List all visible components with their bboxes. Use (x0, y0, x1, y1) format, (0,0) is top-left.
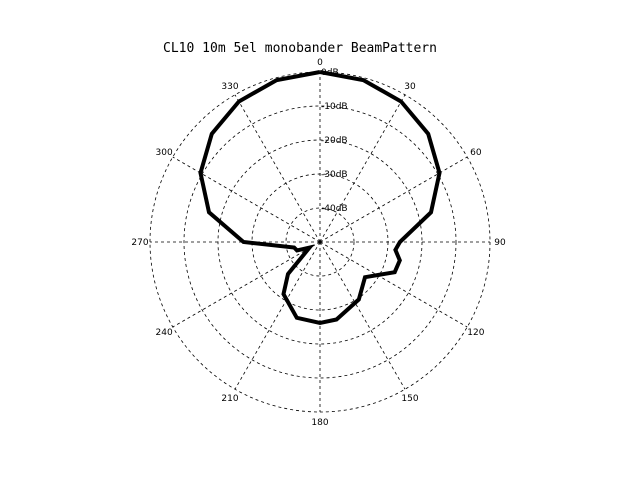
pattern-point (399, 260, 400, 261)
grid-spoke (173, 242, 320, 327)
ring-label: -20dB (321, 136, 348, 146)
pattern-point (209, 212, 210, 213)
pattern-point (365, 277, 366, 278)
grid-spoke (235, 95, 320, 242)
pattern-point (294, 247, 295, 248)
angle-label: 120 (467, 328, 485, 338)
angle-label: 30 (404, 82, 416, 93)
pattern-point (238, 101, 239, 102)
angle-label: 180 (311, 418, 329, 428)
angle-label: 150 (401, 393, 419, 404)
pattern-point (358, 299, 359, 300)
angle-label: 60 (470, 148, 482, 158)
pattern-point (439, 173, 440, 174)
pattern-point (309, 247, 310, 248)
angle-label: 240 (155, 328, 173, 338)
ring-label: -40dB (321, 204, 348, 214)
pattern-point (283, 294, 284, 295)
pattern-point (288, 274, 289, 275)
polar-grid (150, 72, 490, 412)
pattern-point (297, 250, 298, 251)
angle-label: 90 (494, 238, 506, 248)
pattern-point (428, 133, 429, 134)
pattern-point (243, 242, 244, 243)
pattern-point (320, 322, 321, 323)
angle-label: 0 (317, 58, 323, 68)
chart-title: CL10 10m 5el monobander BeamPattern (163, 41, 437, 56)
grid-spoke (235, 242, 320, 389)
pattern-point (211, 133, 212, 134)
angle-label: 300 (155, 148, 173, 158)
pattern-point (336, 319, 337, 320)
grid-spoke (173, 157, 320, 242)
pattern-point (200, 173, 201, 174)
pattern-point (395, 249, 396, 250)
ring-label: 0dB (321, 68, 339, 78)
angle-label: 270 (131, 238, 149, 248)
grid-spoke (320, 95, 405, 242)
pattern-point (431, 212, 432, 213)
ring-labels (321, 68, 348, 214)
pattern-point (399, 242, 400, 243)
grid-spoke (320, 242, 405, 389)
angle-label: 210 (221, 393, 239, 404)
pattern-point (394, 272, 395, 273)
ring-label: -30dB (321, 170, 348, 180)
ring-label: -10dB (321, 102, 348, 112)
pattern-point (296, 317, 297, 318)
pattern-point (276, 80, 277, 81)
angle-label: 330 (221, 82, 239, 93)
pattern-point (363, 80, 364, 81)
pattern-point (320, 72, 321, 73)
pattern-point (401, 101, 402, 102)
